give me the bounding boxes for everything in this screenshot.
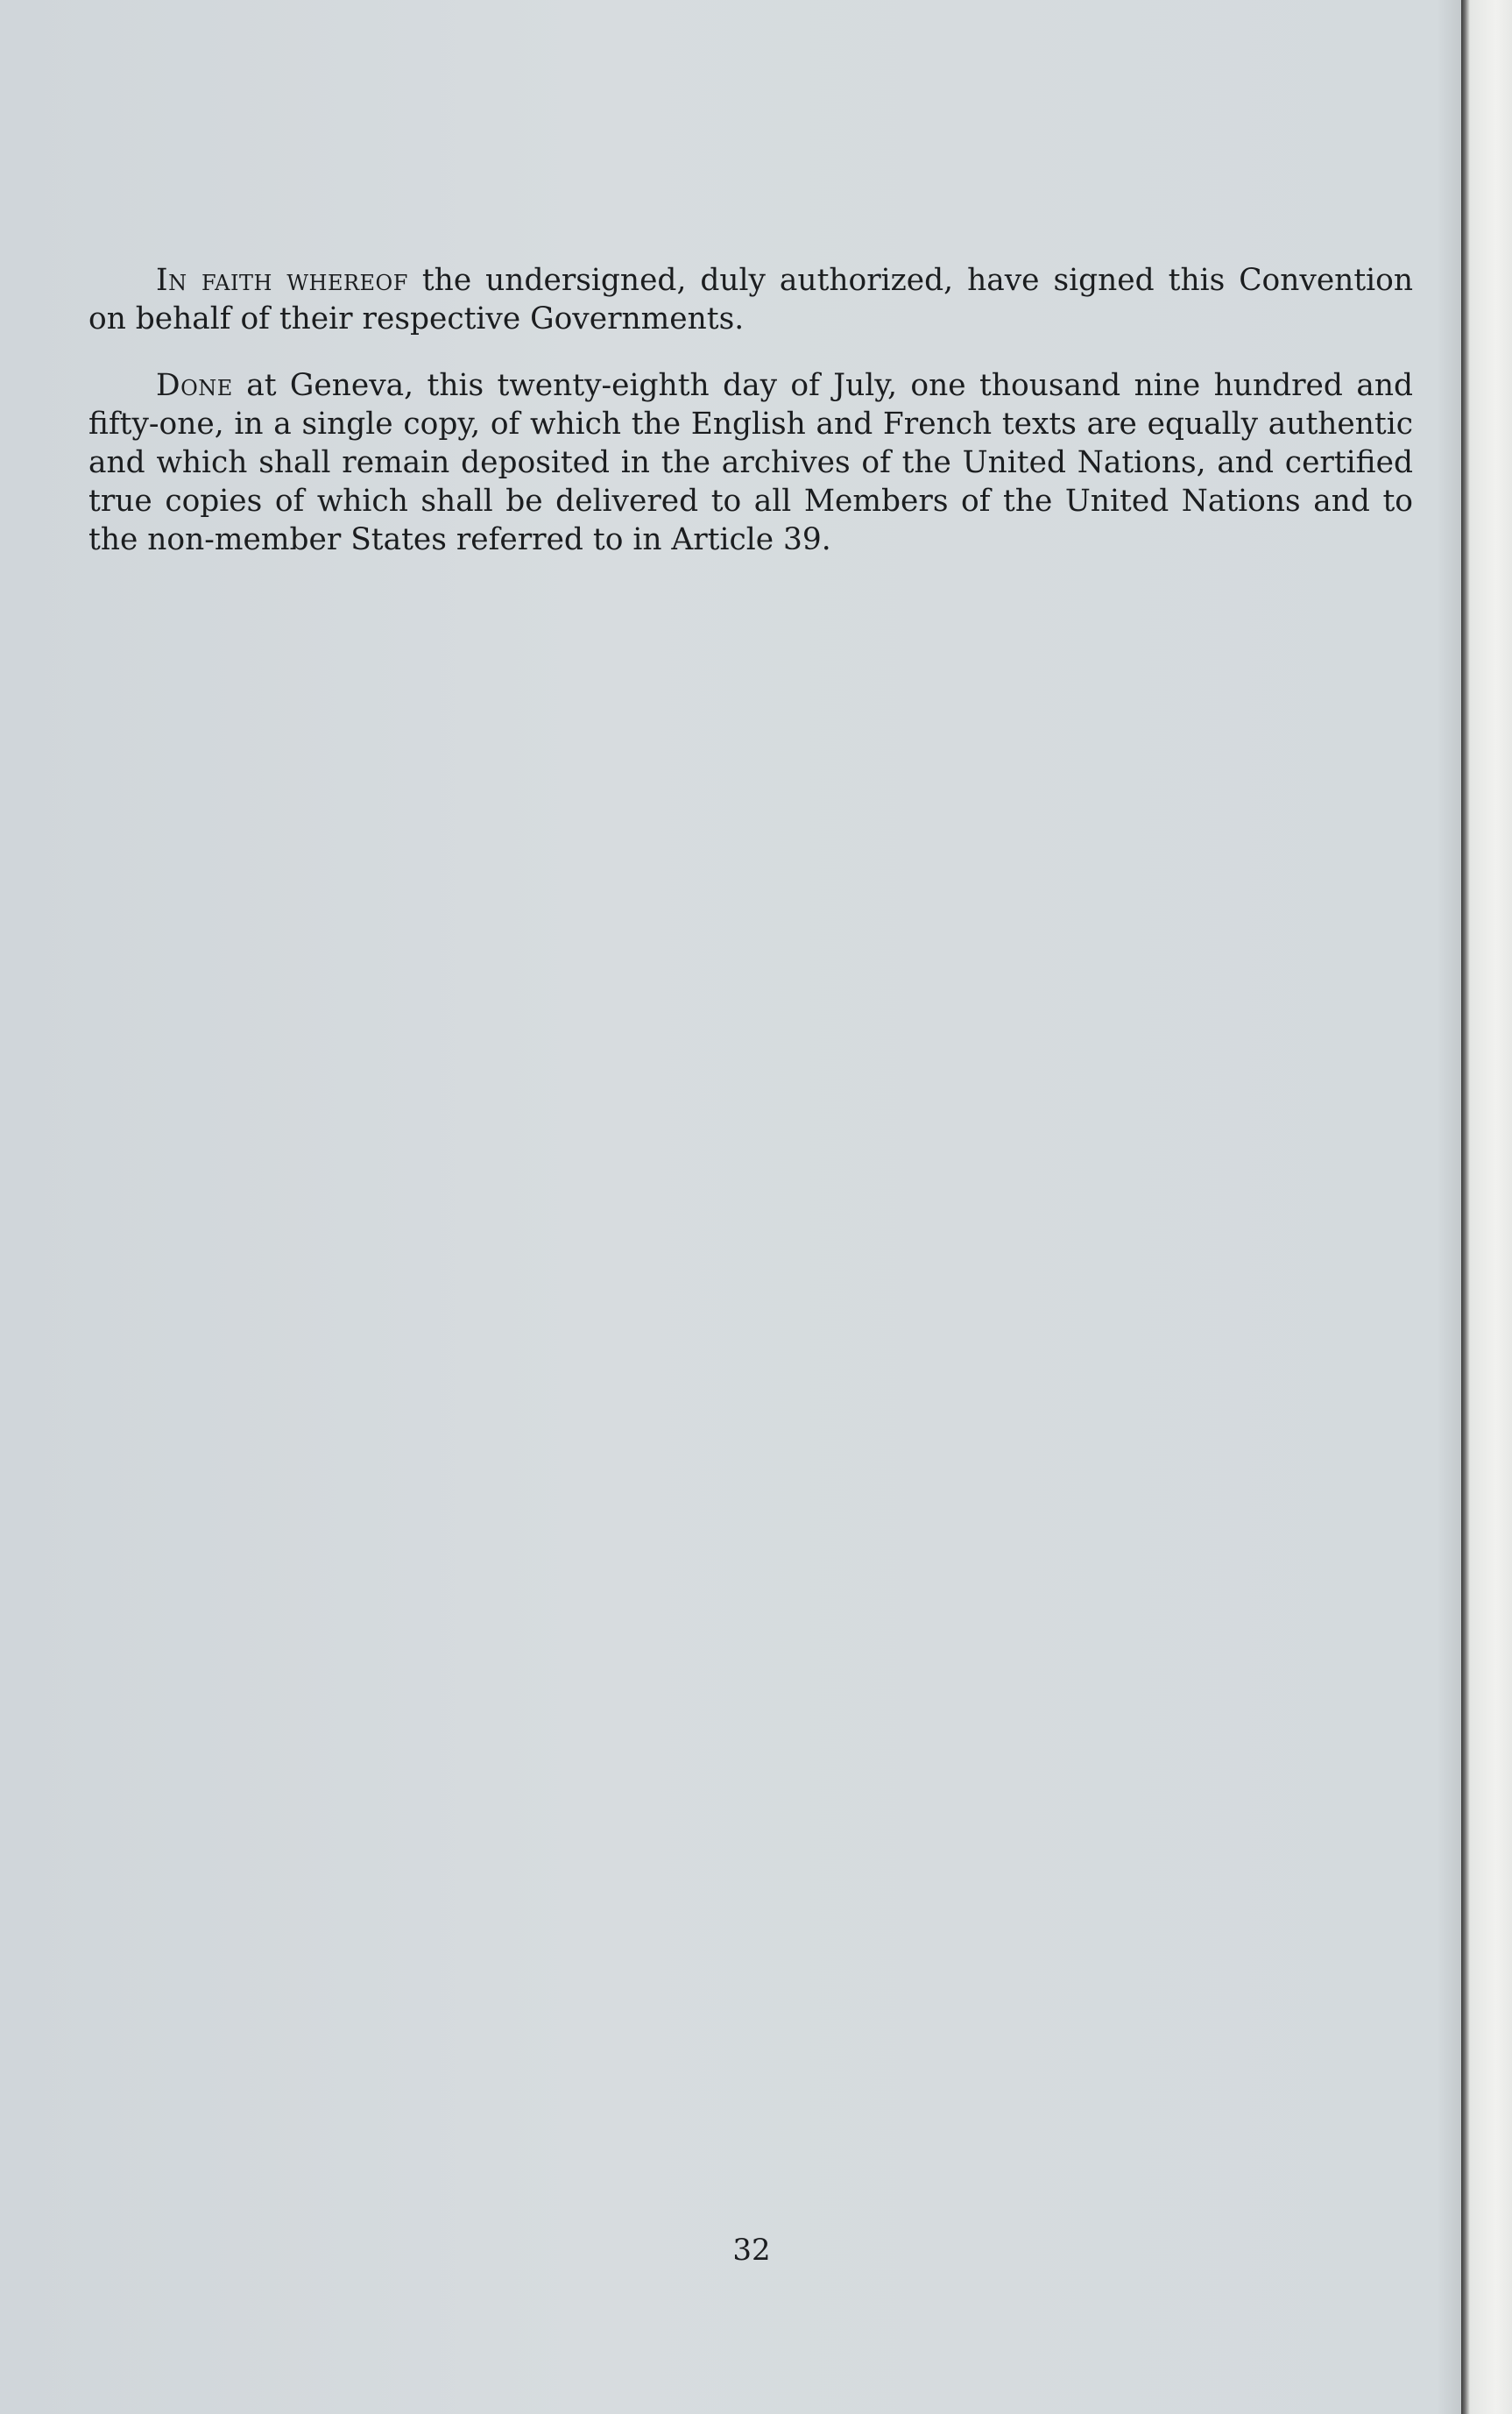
- attestation-lead: In faith whereof: [156, 263, 408, 298]
- book-binding-edge: [1461, 0, 1512, 2414]
- attestation-text: the undersigned, duly authorized, have signed this Convention on behalf of their respective Governments.: [88, 263, 1413, 336]
- done-at-text: at Geneva, this twenty-eighth day of July, one thousand nine hundred and fifty-one, in a single copy, of which the English and French texts are equally authentic and which shall remain deposited in the archives of the United Nations, and certified true copies of which shall be delivered to all Members of the United Nations and to the non-member States referred to in Article 39.: [88, 368, 1413, 557]
- done-at-lead: Done: [156, 368, 233, 403]
- binding-shadow: [1437, 0, 1461, 2414]
- attestation-paragraph: [88, 261, 1413, 338]
- body-text: [88, 261, 1413, 559]
- done-at-paragraph: [88, 366, 1413, 559]
- page-number: 32: [732, 2233, 771, 2268]
